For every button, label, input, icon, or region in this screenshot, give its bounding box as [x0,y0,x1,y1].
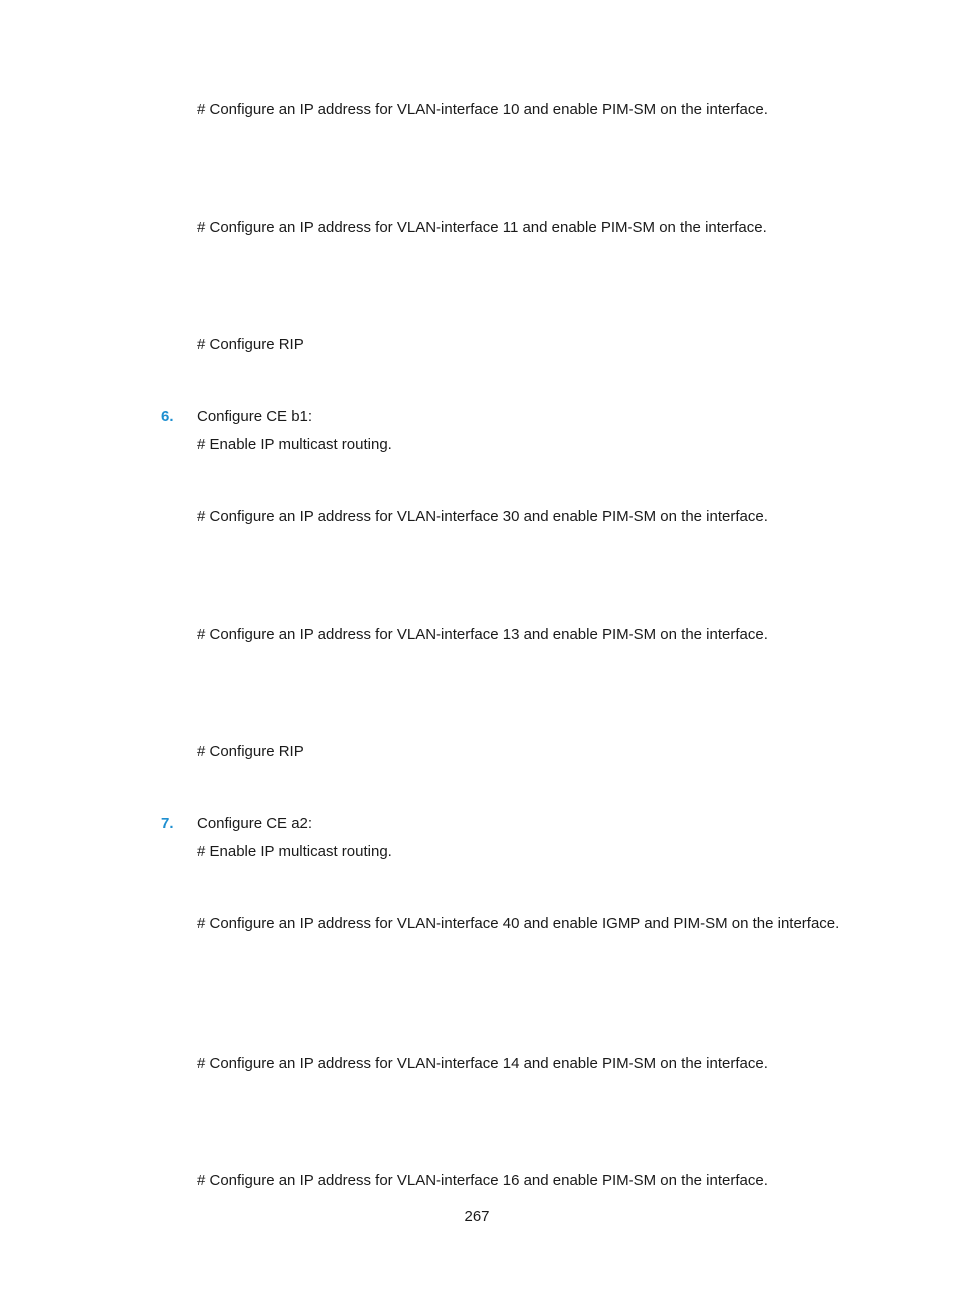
instruction-line: # Configure an IP address for VLAN-interface 16 and enable PIM-SM on the interface. [197,1172,768,1189]
instruction-line: # Configure an IP address for VLAN-interface 11 and enable PIM-SM on the interface. [197,219,767,236]
page-number: 267 [464,1208,490,1225]
instruction-line: # Configure RIP [197,743,304,760]
instruction-line: # Configure an IP address for VLAN-interface 13 and enable PIM-SM on the interface. [197,626,768,643]
instruction-line: # Enable IP multicast routing. [197,843,392,860]
instruction-line: # Configure RIP [197,336,304,353]
instruction-line: # Configure an IP address for VLAN-interface 30 and enable PIM-SM on the interface. [197,508,768,525]
step-title: Configure CE b1: [197,408,313,425]
instruction-line: # Configure an IP address for VLAN-interface 10 and enable PIM-SM on the interface. [197,101,768,118]
instruction-line: # Enable IP multicast routing. [197,436,392,453]
step-number: 7. [161,815,174,832]
step-title: Configure CE a2: [197,815,313,832]
step-number: 6. [161,408,174,425]
instruction-line: # Configure an IP address for VLAN-interface 40 and enable IGMP and PIM-SM on the interface. [197,915,840,932]
instruction-line: # Configure an IP address for VLAN-interface 14 and enable PIM-SM on the interface. [197,1055,768,1072]
